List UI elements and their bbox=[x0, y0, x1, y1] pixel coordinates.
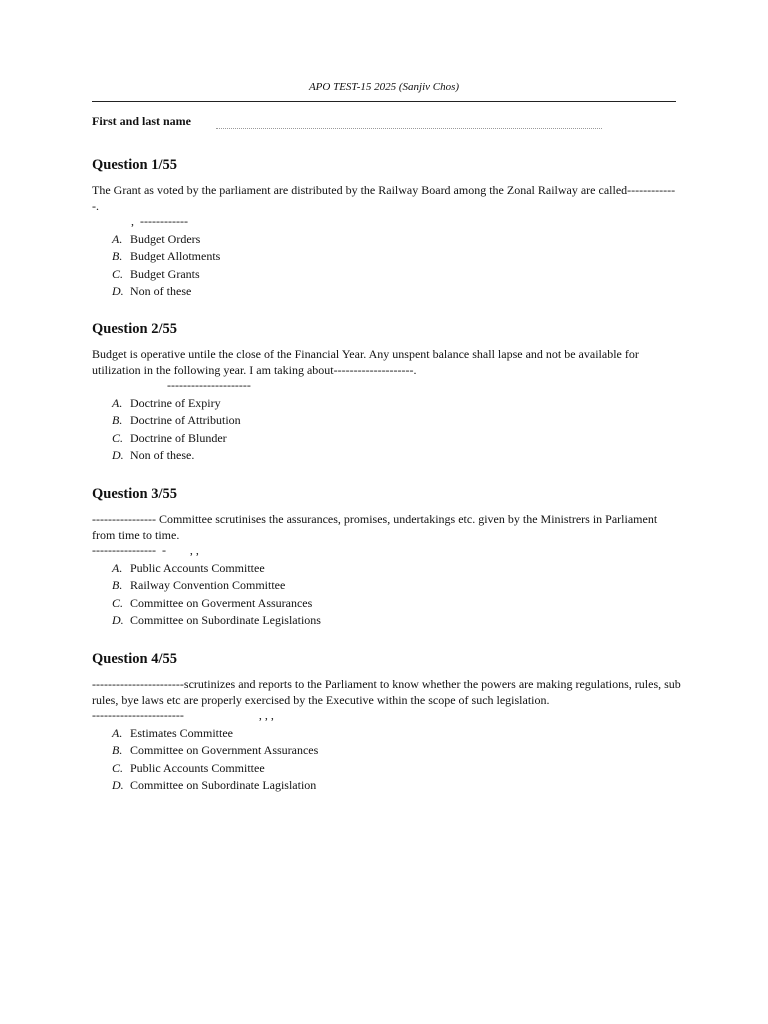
question-text: -----------------------scrutinizes and reports to the Parliament to know whether the powers are making regulations, rules, sub rules, bye laws etc are properly exercised by the Executive within the scope of such legislation. bbox=[92, 677, 681, 707]
question-title: Question 2/55 bbox=[92, 321, 177, 337]
option-letter: A. bbox=[112, 561, 123, 575]
option-d[interactable] bbox=[92, 283, 682, 300]
option-text: Non of these bbox=[130, 283, 192, 298]
option-b[interactable] bbox=[92, 577, 682, 594]
option-text: Committee on Subordinate Lagislation bbox=[130, 777, 317, 792]
option-text: Budget Allotments bbox=[130, 249, 221, 264]
option-letter: C. bbox=[112, 595, 124, 610]
option-a[interactable] bbox=[92, 560, 682, 577]
option-a[interactable] bbox=[92, 231, 682, 248]
question-text: ---------------- Committee scrutinises the assurances, promises, undertakings etc. given by the Ministrers in Parliament from time to time. bbox=[92, 512, 658, 542]
option-letter: B. bbox=[112, 743, 123, 758]
question-subtext: ---------------- - , , bbox=[92, 543, 199, 557]
option-letter: A. bbox=[112, 232, 123, 246]
question-title: Question 3/55 bbox=[92, 486, 177, 502]
option-letter: C. bbox=[112, 430, 124, 445]
option-a[interactable] bbox=[92, 725, 682, 742]
option-letter: B. bbox=[112, 249, 123, 264]
option-text: Public Accounts Committee bbox=[130, 760, 265, 775]
option-list bbox=[92, 725, 682, 794]
name-input-line[interactable] bbox=[216, 128, 602, 129]
option-text: Committee on Goverment Assurances bbox=[130, 595, 313, 610]
option-c[interactable] bbox=[92, 760, 682, 777]
option-letter: C. bbox=[112, 266, 124, 281]
option-letter: D. bbox=[112, 283, 124, 298]
question-block-4 bbox=[92, 650, 682, 794]
question-block-2 bbox=[92, 320, 682, 464]
question-title: Question 4/55 bbox=[92, 651, 177, 667]
option-list bbox=[92, 231, 682, 300]
option-list bbox=[92, 560, 682, 629]
option-d[interactable] bbox=[92, 612, 682, 629]
question-text: The Grant as voted by the parliament are distributed by the Railway Board among the Zonal Railway are called-------------. bbox=[92, 183, 676, 213]
option-b[interactable] bbox=[92, 412, 682, 429]
option-letter: B. bbox=[112, 578, 123, 593]
option-letter: D. bbox=[112, 612, 124, 627]
question-subtext: --------------------- bbox=[92, 378, 251, 392]
option-text: Non of these. bbox=[130, 447, 195, 462]
question-text: Budget is operative untile the close of the Financial Year. Any unspent balance shall lapse and not be available for utilization in the following year. I am taking about--------------------. bbox=[92, 347, 639, 377]
question-subtext: , ------------ bbox=[92, 214, 188, 228]
name-field-row bbox=[92, 114, 602, 132]
option-a[interactable] bbox=[92, 395, 682, 412]
option-text: Doctrine of Attribution bbox=[130, 413, 241, 428]
option-d[interactable] bbox=[92, 447, 682, 464]
option-text: Railway Convention Committee bbox=[130, 578, 286, 593]
option-list bbox=[92, 395, 682, 464]
option-letter: C. bbox=[112, 760, 124, 775]
option-text: Committee on Government Assurances bbox=[130, 743, 319, 758]
option-c[interactable] bbox=[92, 266, 682, 283]
option-text: Public Accounts Committee bbox=[130, 561, 265, 575]
option-b[interactable] bbox=[92, 248, 682, 265]
option-text: Doctrine of Blunder bbox=[130, 430, 227, 445]
option-text: Committee on Subordinate Legislations bbox=[130, 612, 321, 627]
question-subtext: ----------------------- , , , bbox=[92, 708, 274, 722]
question-title: Question 1/55 bbox=[92, 157, 177, 173]
option-d[interactable] bbox=[92, 777, 682, 794]
option-letter: D. bbox=[112, 447, 124, 462]
option-c[interactable] bbox=[92, 595, 682, 612]
option-text: Budget Orders bbox=[130, 232, 201, 246]
page-header: APO TEST-15 2025 (Sanjiv Chos) bbox=[308, 81, 460, 93]
question-block-1 bbox=[92, 156, 682, 300]
question-block-3 bbox=[92, 485, 682, 629]
option-letter: D. bbox=[112, 777, 124, 792]
option-letter: A. bbox=[112, 396, 123, 410]
option-c[interactable] bbox=[92, 430, 682, 447]
option-letter: B. bbox=[112, 413, 123, 428]
option-text: Budget Grants bbox=[130, 266, 200, 281]
option-text: Estimates Committee bbox=[130, 726, 233, 740]
header-divider bbox=[92, 101, 676, 102]
option-b[interactable] bbox=[92, 742, 682, 759]
option-text: Doctrine of Expiry bbox=[130, 396, 221, 410]
name-field-label: First and last name bbox=[92, 114, 191, 128]
option-letter: A. bbox=[112, 726, 123, 740]
